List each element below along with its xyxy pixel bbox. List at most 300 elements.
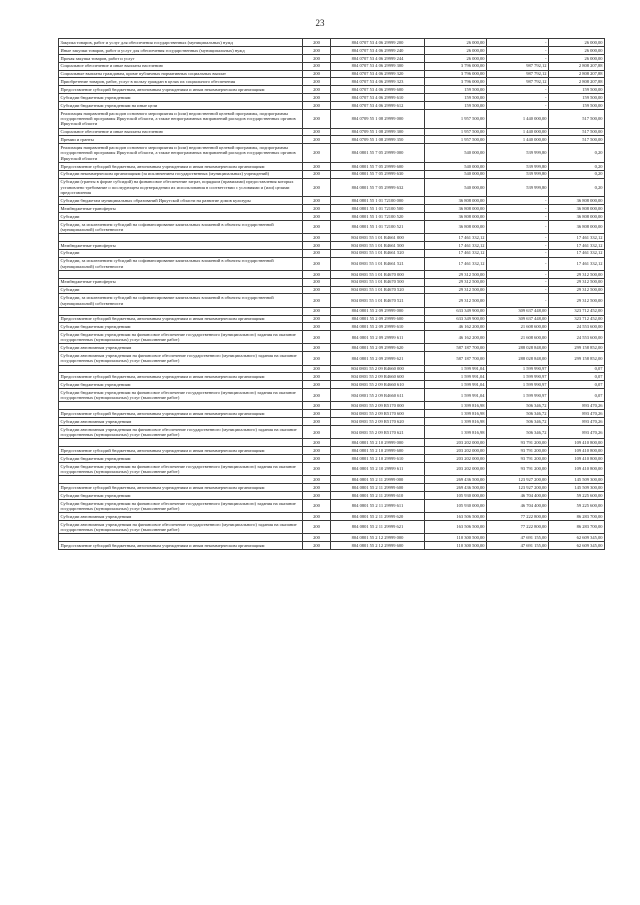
row-executed-amount: 93 791 200,00	[487, 455, 549, 463]
row-name: Реализация направлений расходов основного мероприятия и (или) ведомственной целевой программы, подпрограммы государственной программы Иркутской области, а также непрограммных направлений расходов государственных органов Иркутской области	[59, 110, 303, 128]
row-approved-amount: 159 500,00	[425, 102, 487, 110]
row-admin-code: 200	[303, 455, 331, 463]
row-admin-code: 200	[303, 249, 331, 257]
row-executed-amount: -	[487, 86, 549, 94]
row-unexecuted-amount: 517 500,00	[549, 110, 605, 128]
row-executed-amount: -	[487, 39, 549, 47]
row-unexecuted-amount: 893 470,26	[549, 418, 605, 426]
row-classification-code: 804 0801 55 2 09 29999 620	[331, 344, 425, 352]
row-unexecuted-amount: 109 410 800,00	[549, 462, 605, 475]
row-executed-amount: -	[487, 220, 549, 233]
row-admin-code: 200	[303, 520, 331, 533]
row-admin-code: 200	[303, 389, 331, 402]
table-row	[59, 170, 605, 178]
row-approved-amount: 587 187 700,00	[425, 352, 487, 365]
row-name: Субсидии автономным учреждениям на финансовое обеспечение государственного (муниципального) задания на оказание государственных (муниципальных) услуг (выполнение работ)	[59, 426, 303, 439]
row-classification-code: 804 0801 55 2 09 R4660 610	[331, 381, 425, 389]
table-row	[59, 331, 605, 344]
row-classification-code: 804 0801 55 2 11 29999 610	[331, 491, 425, 499]
row-name: Субсидии	[59, 212, 303, 220]
row-admin-code: 200	[303, 381, 331, 389]
table-row	[59, 270, 605, 278]
row-classification-code: 804 0801 55 2 09 R4660 600	[331, 373, 425, 381]
row-classification-code: 804 0709 55 1 08 29999 350	[331, 136, 425, 144]
row-name: Предоставление субсидий бюджетным, автономным учреждениям и иным некоммерческим организациям	[59, 541, 303, 549]
row-executed-amount: 21 608 600,00	[487, 323, 549, 331]
row-approved-amount: 1 599 991,04	[425, 389, 487, 402]
row-admin-code: 200	[303, 54, 331, 62]
row-approved-amount: 1 399 816,98	[425, 418, 487, 426]
row-name: Межбюджетные трансферты	[59, 278, 303, 286]
row-unexecuted-amount: 893 470,26	[549, 402, 605, 410]
row-name: Субсидии бюджетным учреждениям	[59, 94, 303, 102]
row-admin-code: 200	[303, 170, 331, 178]
row-name: Субсидии, за исключением субсидий на софинансирование капитальных вложений в объекты государственной (муниципальной) собственности	[59, 257, 303, 270]
row-approved-amount: 3 796 000,00	[425, 78, 487, 86]
row-admin-code: 200	[303, 110, 331, 128]
row-unexecuted-amount: 59 225 600,00	[549, 499, 605, 512]
table-row	[59, 541, 605, 549]
row-executed-amount: 309 637 448,00	[487, 307, 549, 315]
row-approved-amount: 1 399 816,98	[425, 426, 487, 439]
row-approved-amount: 29 312 500,00	[425, 278, 487, 286]
row-admin-code: 200	[303, 86, 331, 94]
row-unexecuted-amount: 517 500,00	[549, 128, 605, 136]
row-executed-amount: 123 927 200,00	[487, 484, 549, 492]
row-executed-amount: 1 599 990,97	[487, 365, 549, 373]
row-approved-amount: 1 957 500,00	[425, 110, 487, 128]
table-row	[59, 78, 605, 86]
table-row	[59, 136, 605, 144]
row-unexecuted-amount: 0,07	[549, 381, 605, 389]
row-approved-amount: 29 312 500,00	[425, 294, 487, 307]
row-classification-code: 804 0801 55 1 01 R4661 000	[331, 233, 425, 241]
row-classification-code: 804 0801 55 1 01 72100 500	[331, 204, 425, 212]
row-name: Субсидии (гранты в форме субсидий) на финансовое обеспечение затрат, порядком (правилами) предоставления которых установлено требование о последующем подтверждении их использования в соответствии с условиями и (или) целями предоставления	[59, 178, 303, 196]
row-name	[59, 365, 303, 373]
row-classification-code: 804 0707 53 4 06 29999 323	[331, 78, 425, 86]
row-approved-amount: 1 399 816,98	[425, 402, 487, 410]
row-admin-code: 200	[303, 233, 331, 241]
row-name: Субсидии бюджетным учреждениям на иные цели	[59, 102, 303, 110]
row-name: Закупка товаров, работ и услуг для обеспечения государственных (муниципальных) нужд	[59, 39, 303, 47]
table-row	[59, 512, 605, 520]
row-unexecuted-amount: 145 509 300,00	[549, 484, 605, 492]
row-name: Субсидии бюджетным учреждениям на финансовое обеспечение государственного (муниципального) задания на оказание государственных (муниципальных) услуг (выполнение работ)	[59, 499, 303, 512]
row-admin-code: 200	[303, 78, 331, 86]
row-approved-amount: 633 349 900,00	[425, 307, 487, 315]
table-row	[59, 484, 605, 492]
row-classification-code: 804 0801 55 2 09 29999 600	[331, 315, 425, 323]
row-name	[59, 439, 303, 447]
row-admin-code: 200	[303, 294, 331, 307]
row-executed-amount: 987 792,12	[487, 70, 549, 78]
table-row	[59, 212, 605, 220]
row-admin-code: 200	[303, 307, 331, 315]
row-approved-amount: 3 796 000,00	[425, 62, 487, 70]
table-row	[59, 278, 605, 286]
row-approved-amount: 1 599 991,04	[425, 373, 487, 381]
row-admin-code: 200	[303, 410, 331, 418]
table-row	[59, 352, 605, 365]
row-classification-code: 804 0801 55 7 05 29999 630	[331, 170, 425, 178]
table-row	[59, 70, 605, 78]
row-name: Реализация направлений расходов основного мероприятия и (или) ведомственной целевой программы, подпрограммы государственной программы Иркутской области, а также непрограммных направлений расходов государственных органов Иркутской области	[59, 144, 303, 162]
row-approved-amount: 36 808 000,00	[425, 204, 487, 212]
row-unexecuted-amount: 159 500,00	[549, 102, 605, 110]
row-executed-amount: -	[487, 46, 549, 54]
row-classification-code: 804 0801 55 2 09 R4660 611	[331, 389, 425, 402]
row-classification-code: 804 0709 55 1 08 29999 000	[331, 110, 425, 128]
row-executed-amount: -	[487, 204, 549, 212]
table-body	[59, 39, 605, 550]
table-row	[59, 365, 605, 373]
row-name: Социальные выплаты гражданам, кроме публичных нормативных социальных выплат	[59, 70, 303, 78]
row-admin-code: 200	[303, 315, 331, 323]
row-classification-code: 804 0801 55 2 09 R5170 000	[331, 402, 425, 410]
row-name: Социальное обеспечение и иные выплаты населению	[59, 62, 303, 70]
row-executed-amount: 46 704 400,00	[487, 499, 549, 512]
row-name: Социальное обеспечение и иные выплаты населению	[59, 128, 303, 136]
table-row	[59, 86, 605, 94]
row-name	[59, 233, 303, 241]
row-unexecuted-amount: 62 609 345,00	[549, 541, 605, 549]
row-name	[59, 534, 303, 542]
row-executed-amount: -	[487, 286, 549, 294]
table-row	[59, 162, 605, 170]
row-admin-code: 200	[303, 162, 331, 170]
row-approved-amount: 633 349 900,00	[425, 315, 487, 323]
row-approved-amount: 540 000,00	[425, 162, 487, 170]
row-approved-amount: 17 461 332,12	[425, 257, 487, 270]
row-approved-amount: 46 162 200,00	[425, 323, 487, 331]
row-classification-code: 804 0801 55 2 10 29999 611	[331, 462, 425, 475]
row-classification-code: 804 0801 55 7 05 29999 600	[331, 162, 425, 170]
row-unexecuted-amount: 0,07	[549, 389, 605, 402]
row-approved-amount: 1 399 816,98	[425, 410, 487, 418]
row-unexecuted-amount: 17 461 332,12	[549, 257, 605, 270]
table-row	[59, 462, 605, 475]
row-admin-code: 200	[303, 70, 331, 78]
table-row	[59, 323, 605, 331]
row-unexecuted-amount: 29 312 500,00	[549, 270, 605, 278]
row-classification-code: 804 0801 55 7 05 29999 000	[331, 144, 425, 162]
row-classification-code: 804 0801 55 2 10 29999 610	[331, 455, 425, 463]
row-approved-amount: 105 930 000,00	[425, 499, 487, 512]
row-name: Субсидии бюджетным учреждениям	[59, 381, 303, 389]
row-unexecuted-amount: 0,20	[549, 178, 605, 196]
row-unexecuted-amount: 299 158 852,00	[549, 344, 605, 352]
table-row	[59, 220, 605, 233]
table-row	[59, 144, 605, 162]
row-unexecuted-amount: 2 808 207,88	[549, 62, 605, 70]
row-unexecuted-amount: 893 470,26	[549, 410, 605, 418]
row-admin-code: 200	[303, 499, 331, 512]
row-unexecuted-amount: 0,20	[549, 170, 605, 178]
row-admin-code: 200	[303, 373, 331, 381]
row-unexecuted-amount: 159 500,00	[549, 94, 605, 102]
row-unexecuted-amount: 36 808 000,00	[549, 204, 605, 212]
row-admin-code: 200	[303, 286, 331, 294]
row-admin-code: 200	[303, 128, 331, 136]
row-approved-amount: 159 500,00	[425, 94, 487, 102]
row-approved-amount: 17 461 332,12	[425, 241, 487, 249]
row-executed-amount: 539 999,80	[487, 170, 549, 178]
row-admin-code: 200	[303, 476, 331, 484]
row-classification-code: 804 0801 55 2 10 29999 600	[331, 447, 425, 455]
table-row	[59, 410, 605, 418]
row-unexecuted-amount: 159 500,00	[549, 86, 605, 94]
row-name: Субсидии бюджетным учреждениям	[59, 491, 303, 499]
table-row	[59, 204, 605, 212]
row-unexecuted-amount: 2 808 207,88	[549, 78, 605, 86]
row-admin-code: 200	[303, 447, 331, 455]
row-name: Предоставление субсидий бюджетным, автономным учреждениям и иным некоммерческим организациям	[59, 410, 303, 418]
table-row	[59, 241, 605, 249]
row-classification-code: 804 0707 53 4 06 29999 600	[331, 86, 425, 94]
row-name: Субсидии бюджетным учреждениям	[59, 323, 303, 331]
row-unexecuted-amount: 26 000,00	[549, 46, 605, 54]
row-classification-code: 804 0707 53 4 06 29999 200	[331, 39, 425, 47]
row-executed-amount: -	[487, 270, 549, 278]
row-name: Межбюджетные трансферты	[59, 204, 303, 212]
row-admin-code: 200	[303, 491, 331, 499]
row-approved-amount: 540 000,00	[425, 144, 487, 162]
row-executed-amount: 506 346,72	[487, 410, 549, 418]
row-unexecuted-amount: 24 553 600,00	[549, 323, 605, 331]
row-executed-amount: 77 222 800,00	[487, 512, 549, 520]
row-name: Предоставление субсидий бюджетным, автономным учреждениям и иным некоммерческим организациям	[59, 447, 303, 455]
row-classification-code: 804 0801 55 1 01 R4670 000	[331, 270, 425, 278]
row-classification-code: 804 0801 55 1 01 R4670 521	[331, 294, 425, 307]
row-approved-amount: 29 312 500,00	[425, 286, 487, 294]
table-row	[59, 294, 605, 307]
row-unexecuted-amount: 0,07	[549, 365, 605, 373]
row-approved-amount: 26 000,00	[425, 46, 487, 54]
row-classification-code: 804 0801 55 1 01 R4670 520	[331, 286, 425, 294]
row-name: Предоставление субсидий бюджетным, автономным учреждениям и иным некоммерческим организациям	[59, 484, 303, 492]
row-name: Субсидии бюджетным учреждениям на финансовое обеспечение государственного (муниципального) задания на оказание государственных (муниципальных) услуг (выполнение работ)	[59, 389, 303, 402]
table-row	[59, 491, 605, 499]
row-approved-amount: 26 000,00	[425, 54, 487, 62]
table-row	[59, 102, 605, 110]
row-classification-code: 804 0801 55 2 09 29999 610	[331, 323, 425, 331]
row-executed-amount: 506 346,72	[487, 402, 549, 410]
row-name: Субсидии автономным учреждениям на финансовое обеспечение государственного (муниципального) задания на оказание государственных (муниципальных) услуг (выполнение работ)	[59, 352, 303, 365]
row-executed-amount: 506 346,72	[487, 418, 549, 426]
row-name: Иные закупки товаров, работ и услуг для обеспечения государственных (муниципальных) нужд	[59, 46, 303, 54]
budget-execution-table	[58, 38, 605, 550]
row-name: Субсидии некоммерческим организациям (за исключением государственных (муниципальных) учреждений)	[59, 170, 303, 178]
row-approved-amount: 203 202 000,00	[425, 455, 487, 463]
row-unexecuted-amount: 36 808 000,00	[549, 212, 605, 220]
row-classification-code: 804 0801 55 1 01 72100 521	[331, 220, 425, 233]
row-name: Субсидии, за исключением субсидий на софинансирование капитальных вложений в объекты государственной (муниципальной) собственности	[59, 220, 303, 233]
table-row	[59, 476, 605, 484]
row-executed-amount: 47 691 155,00	[487, 534, 549, 542]
row-unexecuted-amount: 86 283 700,00	[549, 512, 605, 520]
row-unexecuted-amount: 2 808 207,88	[549, 70, 605, 78]
row-unexecuted-amount: 36 808 000,00	[549, 220, 605, 233]
row-admin-code: 200	[303, 365, 331, 373]
row-admin-code: 200	[303, 62, 331, 70]
row-executed-amount: 93 791 200,00	[487, 447, 549, 455]
row-admin-code: 200	[303, 212, 331, 220]
row-executed-amount: 288 028 848,00	[487, 344, 549, 352]
row-admin-code: 200	[303, 418, 331, 426]
row-approved-amount: 203 202 000,00	[425, 439, 487, 447]
row-executed-amount: 1 440 000,00	[487, 136, 549, 144]
row-unexecuted-amount: 145 509 300,00	[549, 476, 605, 484]
row-unexecuted-amount: 109 410 800,00	[549, 447, 605, 455]
row-name	[59, 307, 303, 315]
row-executed-amount: 93 791 200,00	[487, 462, 549, 475]
row-classification-code: 804 0707 53 4 06 29999 300	[331, 62, 425, 70]
row-admin-code: 200	[303, 323, 331, 331]
row-unexecuted-amount: 0,20	[549, 162, 605, 170]
row-unexecuted-amount: 17 461 332,12	[549, 241, 605, 249]
row-name: Субсидии бюджетным учреждениям на финансовое обеспечение государственного (муниципального) задания на оказание государственных (муниципальных) услуг (выполнение работ)	[59, 331, 303, 344]
row-approved-amount: 29 312 500,00	[425, 270, 487, 278]
table-row	[59, 402, 605, 410]
row-unexecuted-amount: 17 461 332,12	[549, 249, 605, 257]
row-admin-code: 200	[303, 541, 331, 549]
row-executed-amount: -	[487, 249, 549, 257]
row-executed-amount: 539 999,80	[487, 162, 549, 170]
row-approved-amount: 36 808 000,00	[425, 197, 487, 205]
row-unexecuted-amount: 29 312 500,00	[549, 278, 605, 286]
row-executed-amount: 539 999,80	[487, 178, 549, 196]
row-classification-code: 804 0801 55 7 05 29999 632	[331, 178, 425, 196]
row-classification-code: 804 0801 55 2 11 29999 620	[331, 512, 425, 520]
row-name: Субсидии	[59, 286, 303, 294]
row-approved-amount: 1 599 991,04	[425, 365, 487, 373]
row-admin-code: 200	[303, 462, 331, 475]
row-approved-amount: 110 300 500,00	[425, 541, 487, 549]
row-executed-amount: -	[487, 54, 549, 62]
row-unexecuted-amount: 29 312 500,00	[549, 286, 605, 294]
row-executed-amount: 288 028 848,00	[487, 352, 549, 365]
row-name: Субсидии автономным учреждениям на финансовое обеспечение государственного (муниципального) задания на оказание государственных (муниципальных) услуг (выполнение работ)	[59, 520, 303, 533]
row-executed-amount: -	[487, 278, 549, 286]
row-executed-amount: 1 599 990,97	[487, 373, 549, 381]
table-row	[59, 233, 605, 241]
row-unexecuted-amount: 86 283 700,00	[549, 520, 605, 533]
table-row	[59, 257, 605, 270]
table-row	[59, 46, 605, 54]
row-unexecuted-amount: 299 158 852,00	[549, 352, 605, 365]
row-executed-amount: -	[487, 233, 549, 241]
row-approved-amount: 46 162 200,00	[425, 331, 487, 344]
row-executed-amount: 93 791 200,00	[487, 439, 549, 447]
row-admin-code: 200	[303, 102, 331, 110]
row-name: Субсидии, за исключением субсидий на софинансирование капитальных вложений в объекты государственной (муниципальной) собственности	[59, 294, 303, 307]
table-row	[59, 373, 605, 381]
row-name	[59, 402, 303, 410]
row-admin-code: 200	[303, 331, 331, 344]
row-unexecuted-amount: 109 410 800,00	[549, 439, 605, 447]
row-name	[59, 476, 303, 484]
table-row	[59, 499, 605, 512]
row-executed-amount: 1 440 000,00	[487, 110, 549, 128]
page-number: 23	[315, 18, 325, 28]
row-approved-amount: 17 461 332,12	[425, 233, 487, 241]
table-row	[59, 381, 605, 389]
row-admin-code: 200	[303, 270, 331, 278]
row-classification-code: 804 0801 55 2 09 R5170 621	[331, 426, 425, 439]
row-executed-amount: 1 599 990,97	[487, 389, 549, 402]
row-admin-code: 200	[303, 484, 331, 492]
row-name: Субсидии автономным учреждениям	[59, 512, 303, 520]
row-name: Субсидии автономным учреждениям	[59, 418, 303, 426]
row-executed-amount: -	[487, 241, 549, 249]
row-executed-amount: 46 704 400,00	[487, 491, 549, 499]
row-executed-amount: -	[487, 94, 549, 102]
row-admin-code: 200	[303, 204, 331, 212]
row-unexecuted-amount: 26 000,00	[549, 54, 605, 62]
row-classification-code: 804 0801 55 2 11 29999 621	[331, 520, 425, 533]
row-approved-amount: 36 808 000,00	[425, 212, 487, 220]
row-executed-amount: -	[487, 197, 549, 205]
row-unexecuted-amount: 0,20	[549, 144, 605, 162]
row-approved-amount: 1 599 991,04	[425, 381, 487, 389]
row-classification-code: 804 0801 55 2 09 29999 621	[331, 352, 425, 365]
row-admin-code: 200	[303, 426, 331, 439]
row-classification-code: 804 0707 53 4 06 29999 610	[331, 94, 425, 102]
row-admin-code: 200	[303, 278, 331, 286]
row-classification-code: 804 0801 55 2 11 29999 611	[331, 499, 425, 512]
row-classification-code: 804 0707 53 4 06 29999 320	[331, 70, 425, 78]
row-name: Субсидии	[59, 249, 303, 257]
row-unexecuted-amount: 62 609 345,00	[549, 534, 605, 542]
table-row	[59, 520, 605, 533]
row-classification-code: 804 0801 55 2 11 29999 600	[331, 484, 425, 492]
row-executed-amount: -	[487, 257, 549, 270]
table-row	[59, 534, 605, 542]
row-approved-amount: 1 957 500,00	[425, 128, 487, 136]
row-approved-amount: 203 202 000,00	[425, 447, 487, 455]
row-classification-code: 804 0801 55 2 09 R4660 000	[331, 365, 425, 373]
row-name: Субсидии бюджетным учреждениям	[59, 455, 303, 463]
table-row	[59, 286, 605, 294]
row-executed-amount: -	[487, 294, 549, 307]
row-admin-code: 200	[303, 144, 331, 162]
row-executed-amount: 21 608 600,00	[487, 331, 549, 344]
row-executed-amount: 1 599 990,97	[487, 381, 549, 389]
row-admin-code: 200	[303, 534, 331, 542]
row-classification-code: 804 0707 53 4 06 29999 240	[331, 46, 425, 54]
row-executed-amount: 77 222 800,00	[487, 520, 549, 533]
row-unexecuted-amount: 109 410 800,00	[549, 455, 605, 463]
table-row	[59, 455, 605, 463]
row-unexecuted-amount: 59 225 600,00	[549, 491, 605, 499]
row-admin-code: 200	[303, 46, 331, 54]
table-row	[59, 418, 605, 426]
row-executed-amount: 123 927 200,00	[487, 476, 549, 484]
table-row	[59, 110, 605, 128]
row-admin-code: 200	[303, 257, 331, 270]
row-admin-code: 200	[303, 178, 331, 196]
table-row	[59, 94, 605, 102]
table-row	[59, 447, 605, 455]
row-executed-amount: 539 999,80	[487, 144, 549, 162]
row-approved-amount: 163 506 500,00	[425, 520, 487, 533]
table-row	[59, 62, 605, 70]
row-unexecuted-amount: 36 808 000,00	[549, 197, 605, 205]
row-unexecuted-amount: 517 500,00	[549, 136, 605, 144]
row-executed-amount: 47 691 155,00	[487, 541, 549, 549]
row-classification-code: 804 0801 55 1 01 R4661 520	[331, 249, 425, 257]
